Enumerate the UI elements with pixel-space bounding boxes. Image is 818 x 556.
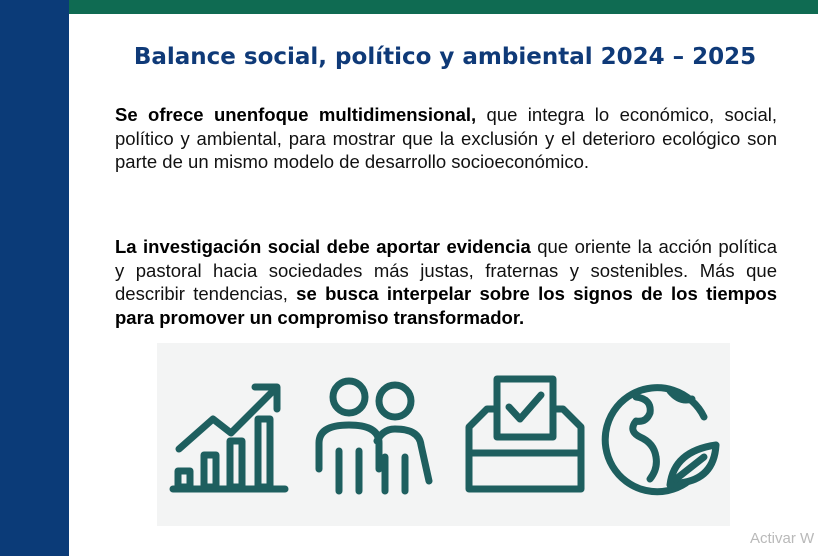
- paragraph-1: [115, 103, 777, 174]
- paragraph-2-bold-intro: La investigación social debe aportar evidencia: [115, 236, 531, 257]
- paragraph-2-text: que oriente la acción política y pastoral hacia sociedades más justas, fraternas y sostenibles. Más que describir tendencias,: [115, 236, 777, 304]
- people-icon: [307, 373, 442, 498]
- ballot-box-icon: [465, 373, 585, 498]
- slide-title: Balance social, político y ambiental 2024 – 2025: [133, 44, 757, 70]
- paragraph-2-bold-outro: se busca interpelar sobre los signos de los tiempos para promover un compromiso transformador.: [115, 283, 778, 328]
- activation-watermark: Activar W: [750, 530, 815, 547]
- icons-image: [157, 343, 730, 526]
- top-accent-bar: [69, 0, 818, 14]
- growth-chart-icon: [169, 375, 289, 495]
- paragraph-1-text: que integra lo económico, social, político y ambiental, para mostrar que la exclusión y el deterioro ecológico son parte de un mismo modelo de desarrollo socioeconómico.: [115, 104, 777, 172]
- paragraph-1-bold: Se ofrece unenfoque multidimensional,: [115, 104, 477, 125]
- left-accent-bar: [0, 0, 69, 556]
- globe-leaf-icon: [600, 373, 725, 498]
- paragraph-2: [115, 235, 777, 329]
